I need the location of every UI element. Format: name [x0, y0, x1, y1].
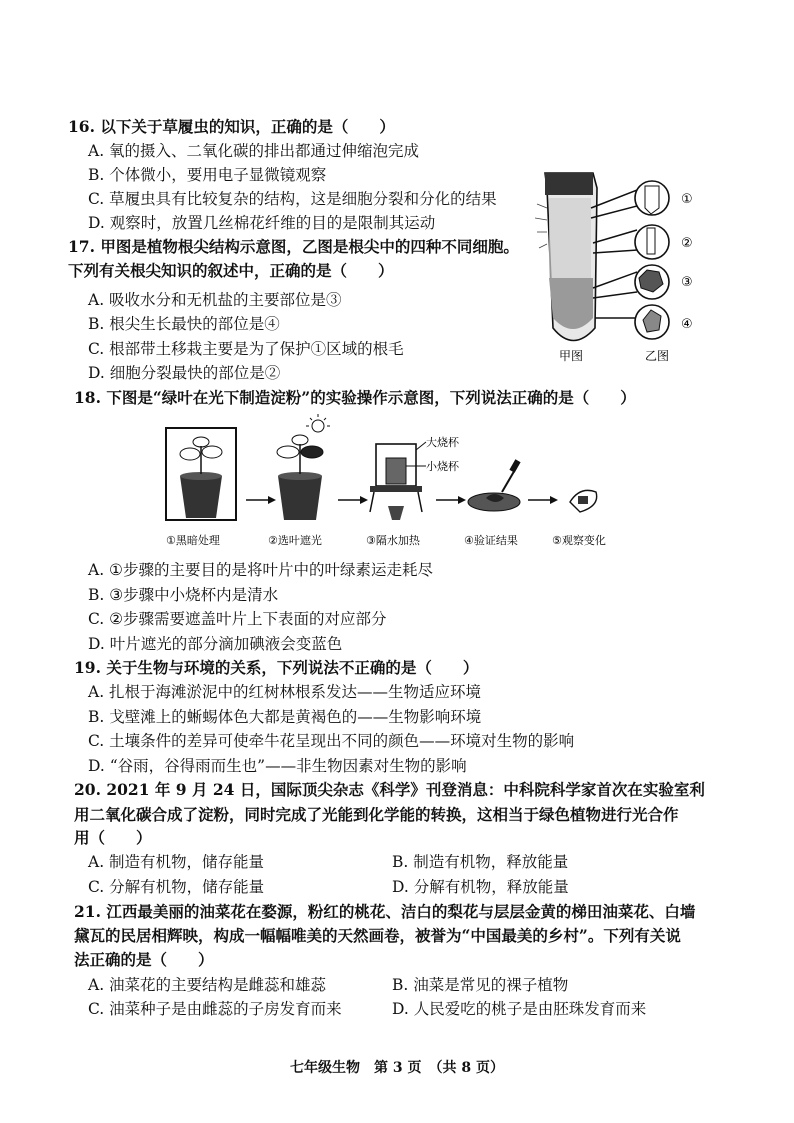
q21-option-d: D. 人民爱吃的桃子是由胚珠发育而来 — [392, 1000, 647, 1018]
q17-option-c: C. 根部带土移栽主要是为了保护①区域的根毛 — [88, 340, 404, 358]
step-3-label: ③隔水加热 — [366, 534, 420, 547]
step-1-label: ①黑暗处理 — [166, 534, 220, 547]
marker-2: ② — [681, 236, 693, 251]
photosynthesis-experiment-figure — [160, 412, 630, 552]
q20-option-c: C. 分解有机物，储存能量 — [88, 878, 265, 896]
page-footer: 七年级生物 第 3 页 （共 8 页） — [290, 1060, 504, 1076]
q16-option-c: C. 草履虫具有比较复杂的结构，这是细胞分裂和分化的结果 — [88, 190, 497, 208]
step-5-label: ⑤观察变化 — [552, 534, 606, 547]
q18-option-b: B. ③步骤中小烧杯内是清水 — [88, 586, 279, 604]
q21-option-c: C. 油菜种子是由雌蕊的子房发育而来 — [88, 1000, 342, 1018]
figure-label-jia: 甲图 — [559, 349, 584, 363]
q18-option-d: D. 叶片遮光的部分滴加碘液会变蓝色 — [88, 635, 343, 653]
q21-stem-line1: 21. 江西最美丽的油菜花在婺源，粉红的桃花、洁白的梨花与层层金黄的梯田油菜花、白墙 — [74, 902, 696, 921]
label-small-beaker: 小烧杯 — [426, 460, 459, 473]
q19-option-a: A. 扎根于海滩淤泥中的红树林根系发达——生物适应环境 — [88, 683, 482, 701]
q16-option-d: D. 观察时，放置几丝棉花纤维的目的是限制其运动 — [88, 214, 436, 232]
q18-stem: 18. 下图是“绿叶在光下制造淀粉”的实验操作示意图，下列说法正确的是（ ） — [74, 388, 636, 407]
q21-stem-line3: 法正确的是（ ） — [74, 950, 214, 969]
q19-option-d: D. “谷雨，谷得雨而生也”——非生物因素对生物的影响 — [88, 757, 467, 775]
q21-stem-line2: 黛瓦的民居相辉映，构成一幅幅唯美的天然画卷，被誉为“中国最美的乡村”。下列有关说 — [74, 926, 681, 945]
q19-option-c: C. 土壤条件的差异可使牵牛花呈现出不同的颜色——环境对生物的影响 — [88, 732, 575, 750]
q16-option-a: A. 氧的摄入、二氧化碳的排出都通过伸缩泡完成 — [88, 142, 420, 160]
q17-stem-line1: 17. 甲图是植物根尖结构示意图，乙图是根尖中的四种不同细胞。 — [68, 237, 519, 256]
q19-option-b: B. 戈壁滩上的蜥蜴体色大都是黄褐色的——生物影响环境 — [88, 708, 482, 726]
q20-stem-line2: 用二氧化碳合成了淀粉，同时完成了光能到化学能的转换，这相当于绿色植物进行光合作 — [74, 805, 679, 824]
q20-stem-line3: 用（ ） — [74, 828, 152, 847]
root-tip-figure — [535, 168, 715, 368]
marker-4: ④ — [681, 317, 693, 332]
marker-3: ③ — [681, 275, 693, 290]
q17-option-b: B. 根尖生长最快的部位是④ — [88, 315, 280, 333]
q20-option-a: A. 制造有机物，储存能量 — [88, 853, 265, 871]
q17-option-d: D. 细胞分裂最快的部位是② — [88, 364, 281, 382]
q16-option-b: B. 个体微小，要用电子显微镜观察 — [88, 166, 327, 184]
q17-stem-line2: 下列有关根尖知识的叙述中，正确的是（ ） — [68, 261, 394, 280]
q19-stem: 19. 关于生物与环境的关系，下列说法不正确的是（ ） — [74, 658, 479, 677]
step-2-label: ②选叶遮光 — [268, 534, 322, 547]
marker-1: ① — [681, 192, 693, 207]
q16-stem: 16. 以下关于草履虫的知识，正确的是（ ） — [68, 117, 395, 136]
figure-label-yi: 乙图 — [645, 349, 670, 363]
q21-option-a: A. 油菜花的主要结构是雌蕊和雄蕊 — [88, 976, 327, 994]
q21-option-b: B. 油菜是常见的裸子植物 — [392, 976, 569, 994]
label-big-beaker: 大烧杯 — [426, 436, 459, 449]
q18-option-a: A. ①步骤的主要目的是将叶片中的叶绿素运走耗尽 — [88, 561, 433, 579]
q20-option-b: B. 制造有机物，释放能量 — [392, 853, 569, 871]
q18-option-c: C. ②步骤需要遮盖叶片上下表面的对应部分 — [88, 610, 387, 628]
q20-option-d: D. 分解有机物，释放能量 — [392, 878, 569, 896]
q17-option-a: A. 吸收水分和无机盐的主要部位是③ — [88, 291, 342, 309]
step-4-label: ④验证结果 — [464, 534, 518, 547]
q20-stem-line1: 20. 2021 年 9 月 24 日，国际顶尖杂志《科学》刊登消息：中科院科学家首次在实验室利 — [74, 780, 705, 799]
